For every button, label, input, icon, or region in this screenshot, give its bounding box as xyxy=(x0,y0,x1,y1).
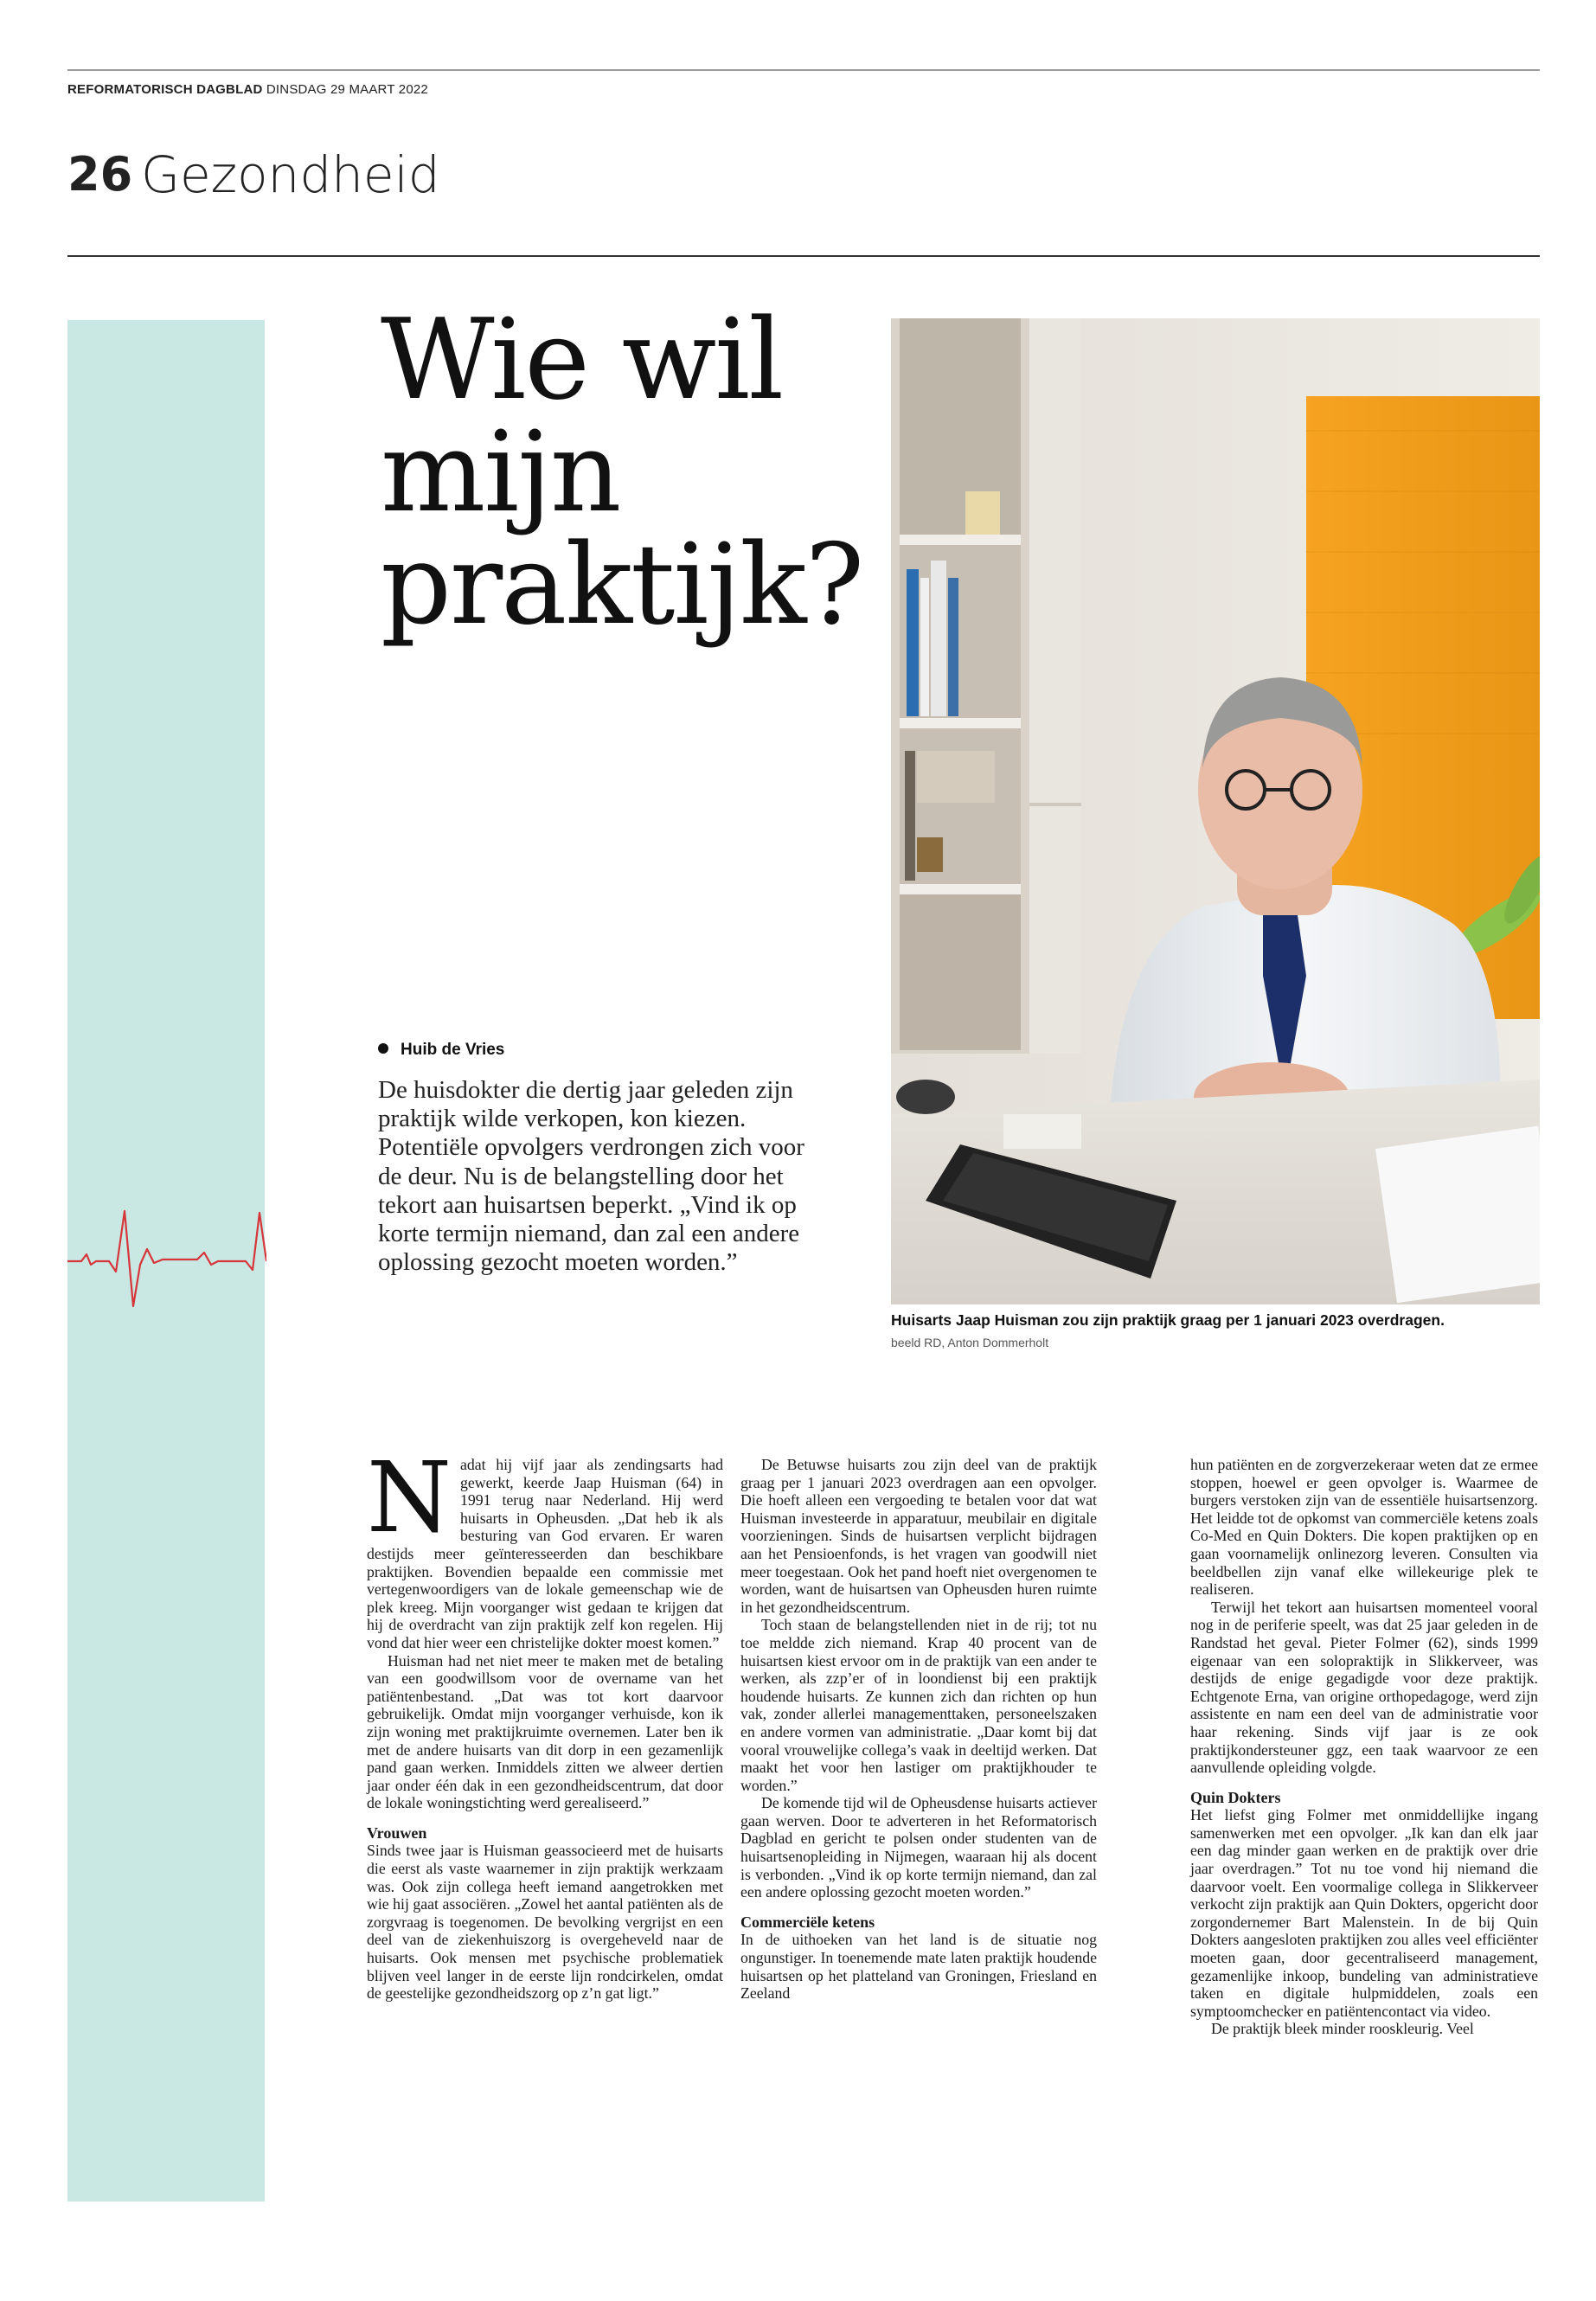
section-title: Gezondheid xyxy=(141,145,440,204)
page-number: 26 xyxy=(67,147,133,202)
intro-lead: De huisdokter die dertig jaar geleden zijn praktijk wilde verkopen, kon kiezen. Potentiële opvolgers verdrongen zich voor de deur. Nu is de belangstelling door het tekort aan huisartsen beperkt. „Vind ik op korte termijn niemand, dan zal een andere oplossing gezocht moeten worden.” xyxy=(378,1076,804,1277)
drop-cap: N xyxy=(367,1442,452,1554)
byline-author: Huib de Vries xyxy=(401,1041,505,1059)
paragraph: Huisman had net niet meer te maken met de betaling van een goodwillsom voor de overname van het patiëntenbestand. „Dat was tot kort daarvoor gebruikelijk. Omdat mijn voorganger verhuisde, kon ik zijn woning met praktijkruimte overnemen. Later ben ik met de andere huisarts van dit dorp in een gezamenlijk pand gaan werken. Inmiddels zitten we alweer dertien jaar onder één dak in een gezondheidscentrum, dat door de lokale woningstichting werd gerealiseerd.” xyxy=(367,1651,723,1812)
article-column-3 xyxy=(1190,1456,1538,2038)
paragraph xyxy=(367,1442,723,1652)
article-column-1 xyxy=(367,1442,723,2003)
subheading: Commerciële ketens xyxy=(740,1913,875,1931)
paragraph: Terwijl het tekort aan huisartsen momenteel vooral nog in de periferie speelt, was dat 25 jaar geleden in de Randstad het geval. Pieter Folmer (62), sinds 1999 eigenaar van een solopraktijk in Slikkerveer, was destijds de enige gegadigde voor deze praktijk. Echtgenote Erna, van origine orthopedagoge, werd zijn assistente en nam een deel van de administratie voor haar rekening. Sinds vijf jaar is ze ook praktijkondersteuner ggz, een taak waarvoor ze een aanvullende opleiding volgde. xyxy=(1190,1598,1538,1777)
article-column-2 xyxy=(740,1456,1097,2003)
heartbeat-line-icon xyxy=(67,1194,266,1315)
subheading: Quin Dokters xyxy=(1190,1788,1281,1806)
top-rule xyxy=(67,69,1540,71)
headline-line-1: Wie wil xyxy=(381,296,783,425)
paragraph: Toch staan de belangstellenden niet in de rij; tot nu toe meldde zich niemand. Krap 40 procent van de huisartsen kiest ervoor om in de praktijk van een ander te werken, als zzp’er of in loondienst bij een praktijk houdende huisarts. Ze kunnen zich dan richten op hun vak, zonder allerlei managementtaken, personeelszaken en andere vormen van administratie. „Daar komt bij dat vooral vrouwelijke collega’s vaak in deeltijd werken. Dat maakt het voor hen lastiger om praktijkhouder te worden.” xyxy=(740,1616,1097,1794)
headline-line-3: praktijk? xyxy=(381,521,863,650)
paragraph: De komende tijd wil de Opheusdense huisarts actiever gaan werven. Door te adverteren in het Reformatorisch Dagblad en gericht te polsen onder studenten van de huisartsenopleiding in Nijmegen, waaraan hij als docent is verbonden. „Vind ik op korte termijn niemand, dan zal een andere oplossing gezocht moeten worden.” xyxy=(740,1794,1097,1901)
headline-line-2: mijn xyxy=(381,408,620,537)
paragraph: Sinds twee jaar is Huisman geassocieerd met de huisarts die eerst als vaste waarnemer in zijn praktijk werkzaam was. Ook zijn collega heeft iemand aangetrokken met wie hij gaat associëren. „Zowel het aantal patiënten als de zorgvraag is toegenomen. De bevolking vergrijst en een deel van de ziekenhuiszorg is overgeheveld naar de huisarts. Ook mensen met psychische problematiek blijven veel langer in de eerste lijn rondcirkelen, omdat de geestelijke gezondheidszorg op z’n gat ligt.” xyxy=(367,1842,723,2003)
paragraph: Het liefst ging Folmer met onmiddellijke ingang samenwerken met een opvolger. „Ik kan dan elk jaar een dag minder gaan werken en de praktijk over drie jaar overdragen.” Tot nu toe vond hij niemand die daarvoor voelt. Een voormalige collega in Slikkerveer verkocht zijn praktijk aan Quin Dokters, opgericht door zorgondernemer Bart Malenstein. In de bij Quin Dokters aangesloten praktijken zou alles veel efficiënter moeten gaan, door gecentraliseerd management, gezamenlijke inkoop, bundeling van administratieve taken en digitale hulpmiddelen, zoals een symptoomchecker en patiëntencontact via video. xyxy=(1190,1806,1538,2020)
paragraph: De praktijk bleek minder rooskleurig. Veel xyxy=(1211,2020,1474,2038)
paragraph: In de uithoeken van het land is de situatie nog ongunstiger. In toenemende mate laten praktijk houdende huisartsen op het platteland van Groningen, Friesland en Zeeland xyxy=(740,1931,1097,2003)
masthead xyxy=(67,82,428,97)
bullet-icon xyxy=(378,1043,388,1054)
paragraph: De Betuwse huisarts zou zijn deel van de praktijk graag per 1 januari 2023 overdragen aan een opvolger. Die hoeft alleen een vergoeding te betalen voor dat wat Huisman investeerde in apparatuur, meubilair en digitale voorzieningen. Sinds de huisartsen verplicht bijdragen aan het Pensioenfonds, is het vragen van goodwill niet meer toegestaan. Ook het pand hoeft niet overgenomen te worden, want de huisartsen van Opheusden huren ruimte in het gezondheidscentrum. xyxy=(740,1456,1097,1616)
photo-caption: Huisarts Jaap Huisman zou zijn praktijk graag per 1 januari 2023 overdragen. xyxy=(891,1311,1445,1329)
masthead-paper: REFORMATORISCH DAGBLAD xyxy=(67,82,263,97)
paragraph: hun patiënten en de zorgverzekeraar weten dat ze ermee stoppen, hoewel er geen opvolger is. Waarmee de burgers verstoken zijn van de essentiële huisartsenzorg. Het leidde tot de opkomst van commerciële ketens zoals Co-Med en Quin Dokters. Die kopen praktijken op en gaan voornamelijk onlinezorg leveren. Consulten via beeldbellen zijn vanaf elke willekeurige plek te realiseren. xyxy=(1190,1456,1538,1599)
headline xyxy=(381,296,865,650)
photo-credit: beeld RD, Anton Dommerholt xyxy=(891,1336,1049,1349)
section-rule xyxy=(67,255,1540,257)
byline xyxy=(378,1041,504,1060)
masthead-date: DINSDAG 29 MAART 2022 xyxy=(266,82,428,97)
subheading: Vrouwen xyxy=(367,1823,427,1842)
doctor-photo xyxy=(891,318,1540,1304)
paragraph-text: adat hij vijf jaar als zendingsarts had gewerkt, keerde Jaap Huisman (64) in 1991 terug naar Nederland. Hij werd huisarts in Opheusden. „Dat heb ik als besturing van God ervaren. Er waren destijds meer geïnteresseerden dan beschikbare praktijken. Bovendien bepaalde een commissie met vertegenwoordigers van de lokale gemeenschap wie de plek kreeg. Mijn voorganger wist gedaan te krijgen dat hij de overdracht van zijn praktijk zelf kon regelen. Hij vond dat hier weer een christelijke dokter moest komen.” xyxy=(367,1456,723,1651)
